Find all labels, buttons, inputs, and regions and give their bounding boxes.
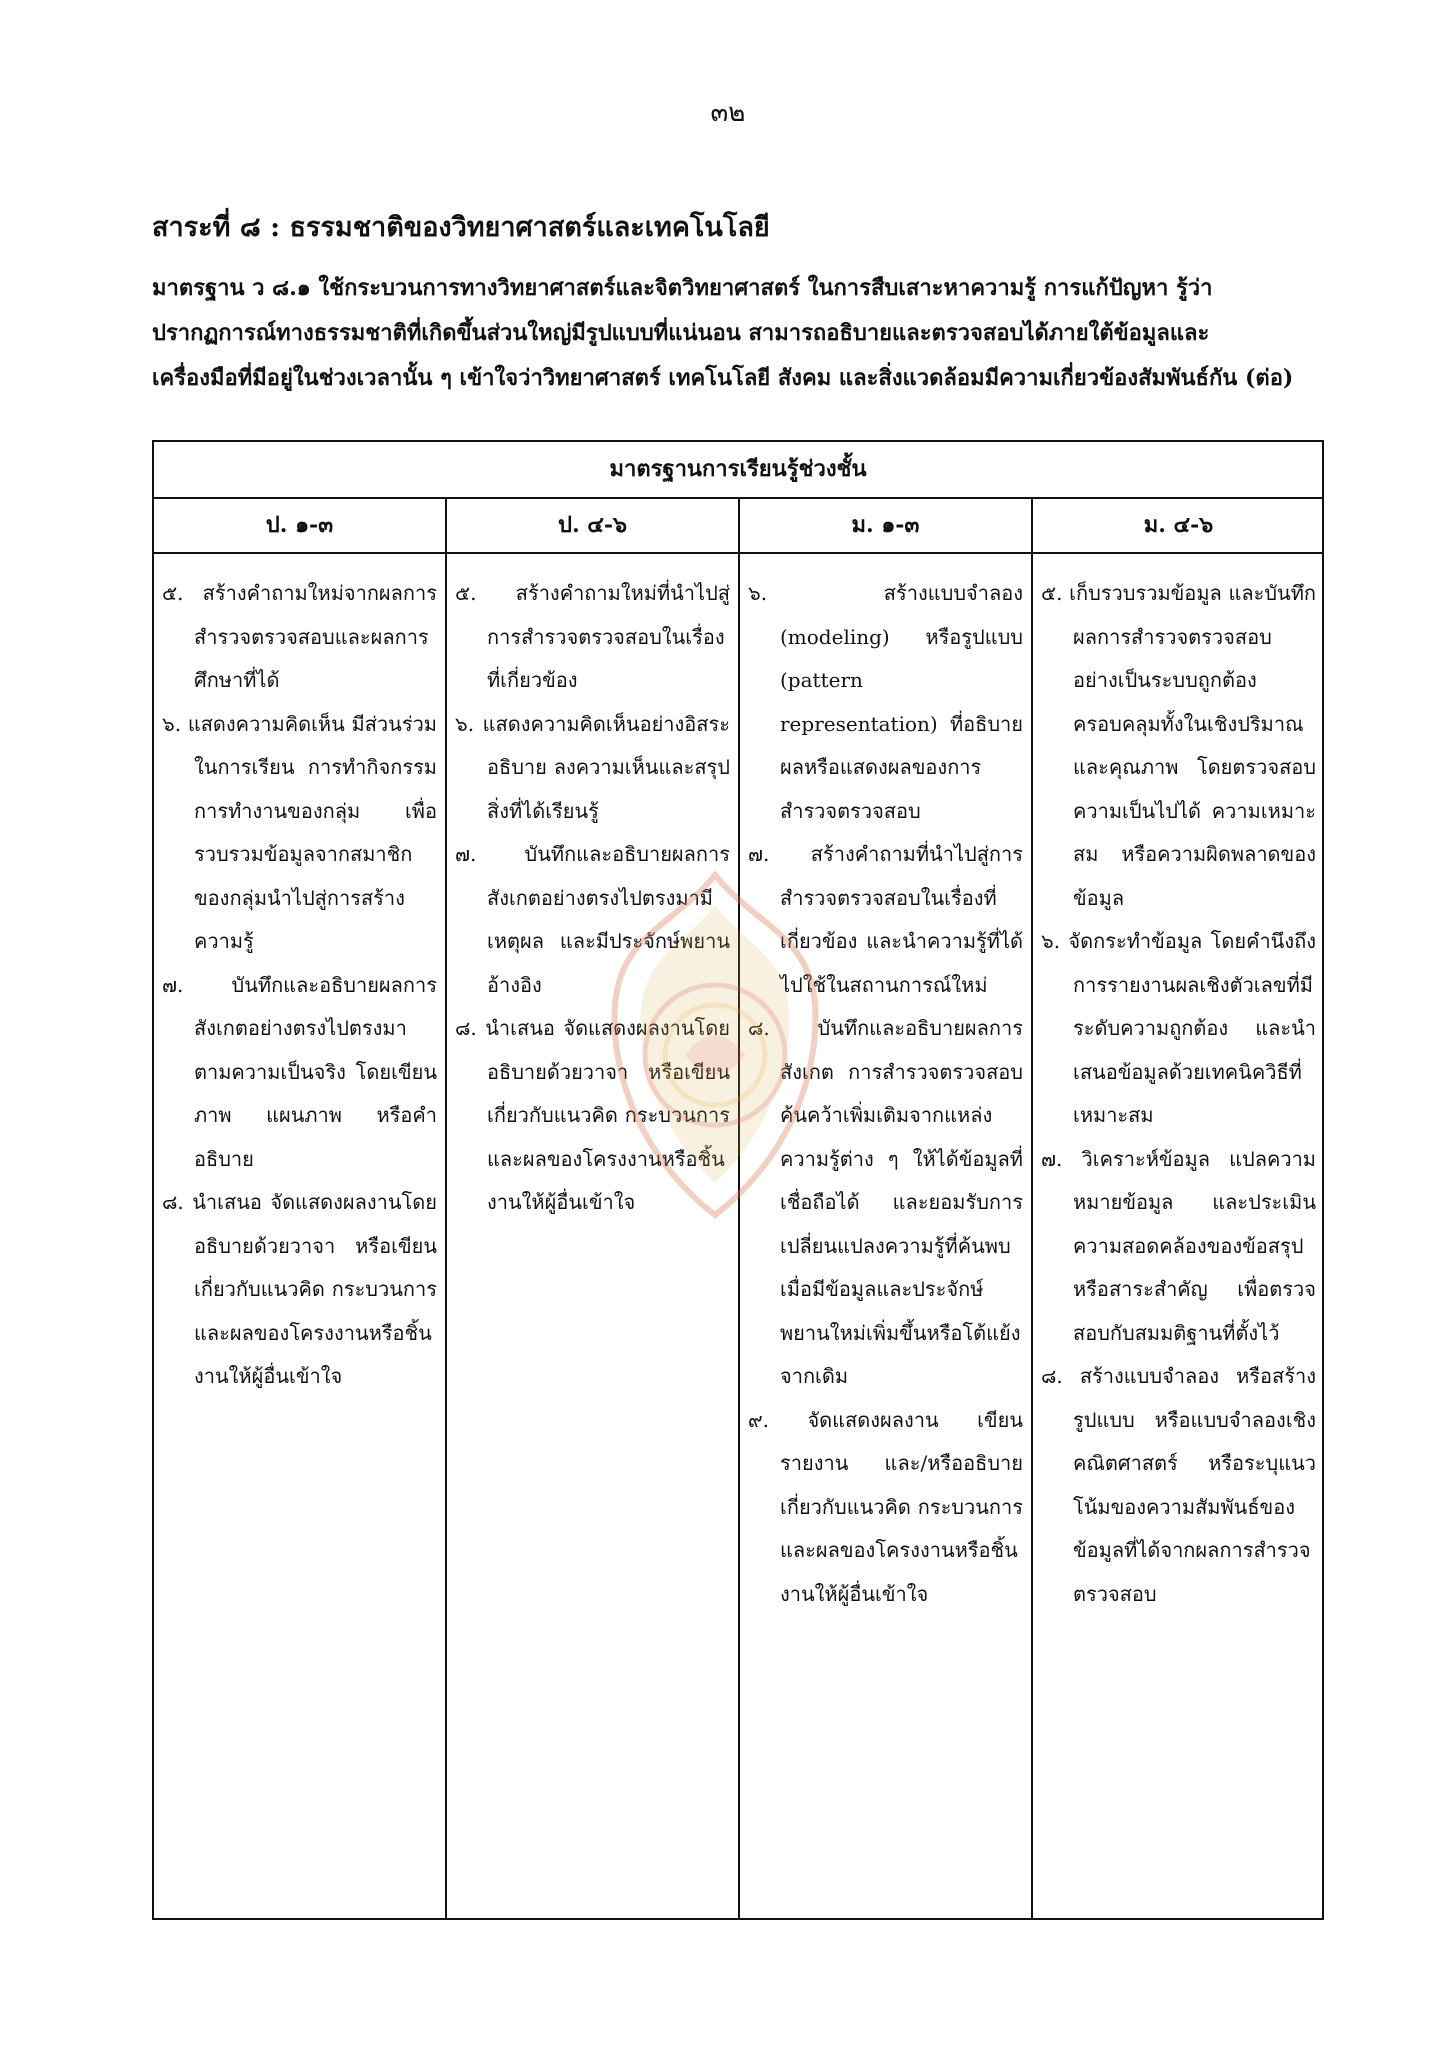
list-item: ๕. สร้างคำถามใหม่ที่นำไปสู่การสำรวจตรวจสอบในเรื่องที่เกี่ยวข้อง xyxy=(455,581,730,692)
list-item: ๗. สร้างคำถามที่นำไปสู่การสำรวจตรวจสอบในเรื่องที่เกี่ยวข้อง และนำความรู้ที่ได้ไปใช้ในสถานการณ์ใหม่ xyxy=(748,842,1023,997)
list-item: ๕. เก็บรวบรวมข้อมูล และบันทึกผลการสำรวจตรวจสอบอย่างเป็นระบบถูกต้อง ครอบคลุมทั้งในเชิงปริมาณและคุณภาพ โดยตรวจสอบความเป็นไปได้ ความเหมาะสม หรือความผิดพลาดของข้อมูล xyxy=(1041,581,1316,910)
list-item: ๘. นำเสนอ จัดแสดงผลงานโดยอธิบายด้วยวาจา หรือเขียนเกี่ยวกับแนวคิด กระบวนการ และผลของโครงงานหรือชิ้นงานให้ผู้อื่นเข้าใจ xyxy=(162,1190,437,1388)
column-header-m4-6: ม. ๔-๖ xyxy=(1143,512,1214,538)
list-item: ๘. บันทึกและอธิบายผลการสังเกต การสำรวจตรวจสอบ ค้นคว้าเพิ่มเติมจากแหล่งความรู้ต่าง ๆ ให้ได้ข้อมูลที่เชื่อถือได้ และยอมรับการเปลี่ยนแปลงความรู้ที่ค้นพบ เมื่อมีข้อมูลและประจักษ์พยานใหม่เพิ่มขึ้นหรือโต้แย้งจากเดิม xyxy=(748,1016,1023,1388)
school-emblem-watermark-icon xyxy=(565,865,865,1225)
list-item: ๗. วิเคราะห์ข้อมูล แปลความหมายข้อมูล และประเมินความสอดคล้องของข้อสรุป หรือสาระสำคัญ เพื่อตรวจสอบกับสมมติฐานที่ตั้งไว้ xyxy=(1041,1146,1316,1345)
column-header-p1-3: ป. ๑-๓ xyxy=(265,512,334,538)
standard-line-3: เครื่องมือที่มีอยู่ในช่วงเวลานั้น ๆ เข้าใจว่าวิทยาศาสตร์ เทคโนโลยี สังคม และสิ่งแวดล้อมมีความเกี่ยวข้องสัมพันธ์กัน (ต่อ) xyxy=(152,365,1294,391)
page-number: ๓๒ xyxy=(710,98,746,128)
list-item: ๘. สร้างแบบจำลอง หรือสร้างรูปแบบ หรือแบบจำลองเชิงคณิตศาสตร์ หรือระบุแนวโน้มของความสัมพันธ์ของข้อมูลที่ได้จากผลการสำรวจตรวจสอบ xyxy=(1041,1364,1316,1606)
standard-line-1: มาตรฐาน ว ๘.๑ ใช้กระบวนการทางวิทยาศาสตร์และจิตวิทยาศาสตร์ ในการสืบเสาะหาความรู้ การแก้ปัญหา รู้ว่า xyxy=(152,275,1213,301)
column-p1-3 xyxy=(154,572,445,1399)
list-item: ๘. นำเสนอ จัดแสดงผลงานโดยอธิบายด้วยวาจา หรือเขียนเกี่ยวกับแนวคิด กระบวนการ และผลของโครงงานหรือชิ้นงานให้ผู้อื่นเข้าใจ xyxy=(455,1016,730,1214)
list-item: ๕. สร้างคำถามใหม่จากผลการสำรวจตรวจสอบและผลการศึกษาที่ได้ xyxy=(162,581,437,692)
list-item: ๗. บันทึกและอธิบายผลการสังเกตอย่างตรงไปตรงมาตามความเป็นจริง โดยเขียนภาพ แผนภาพ หรือคำอธิบาย xyxy=(162,972,437,1171)
column-header-m1-3: ม. ๑-๓ xyxy=(851,512,920,538)
list-item: ๖. แสดงความคิดเห็น มีส่วนร่วมในการเรียน การทำกิจกรรม การทำงานของกลุ่ม เพื่อรวบรวมข้อมูลจากสมาชิกของกลุ่มนำไปสู่การสร้างความรู้ xyxy=(162,711,437,953)
standard-line-2: ปรากฏการณ์ทางธรรมชาติที่เกิดขึ้นส่วนใหญ่มีรูปแบบที่แน่นอน สามารถอธิบายและตรวจสอบได้ภายใต้ข้อมูลและ xyxy=(152,320,1210,346)
list-item: ๙. จัดแสดงผลงาน เขียนรายงาน และ/หรืออธิบายเกี่ยวกับแนวคิด กระบวนการ และผลของโครงงานหรือชิ้นงานให้ผู้อื่นเข้าใจ xyxy=(748,1407,1023,1606)
column-m4-6 xyxy=(1033,572,1324,1616)
list-item: ๖. แสดงความคิดเห็นอย่างอิสระ อธิบาย ลงความเห็นและสรุปสิ่งที่ได้เรียนรู้ xyxy=(455,711,730,823)
list-item: ๗. บันทึกและอธิบายผลการสังเกตอย่างตรงไปตรงมามีเหตุผล และมีประจักษ์พยานอ้างอิง xyxy=(455,842,730,997)
list-item: ๖. จัดกระทำข้อมูล โดยคำนึงถึงการรายงานผลเชิงตัวเลขที่มีระดับความถูกต้อง และนำเสนอข้อมูลด้วยเทคนิควิธีที่เหมาะสม xyxy=(1041,929,1316,1127)
strand-title: สาระที่ ๘ : ธรรมชาติของวิทยาศาสตร์และเทคโนโลยี xyxy=(152,212,770,243)
column-header-p4-6: ป. ๔-๖ xyxy=(557,512,628,538)
table-title: มาตรฐานการเรียนรู้ช่วงชั้น xyxy=(609,456,867,482)
list-item: ๖. สร้างแบบจำลอง (modeling) หรือรูปแบบ (pattern representation) ที่อธิบายผลหรือแสดงผลของการสำรวจตรวจสอบ xyxy=(748,581,1023,823)
